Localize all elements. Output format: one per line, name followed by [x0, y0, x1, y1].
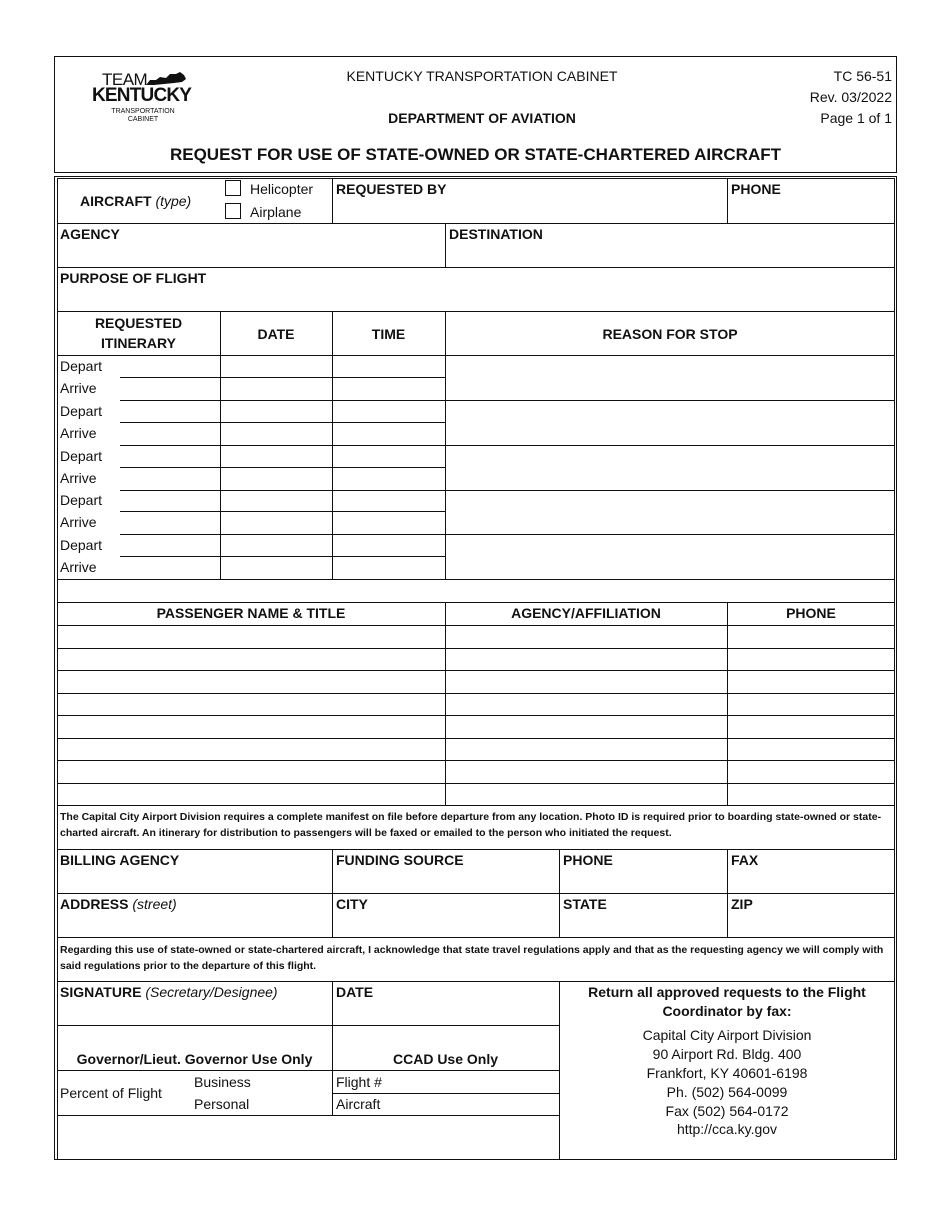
return-address-line3: Frankfort, KY 40601-6198 — [646, 1065, 808, 1081]
page-number: Page 1 of 1 — [820, 110, 892, 126]
form-title: REQUEST FOR USE OF STATE-OWNED OR STATE-CHARTERED AIRCRAFT — [169, 145, 782, 164]
passenger-name-field[interactable] — [58, 626, 444, 646]
helicopter-checkbox[interactable] — [225, 180, 241, 196]
passenger-agency-field[interactable] — [446, 649, 726, 669]
passenger-name-col-header: PASSENGER NAME & TITLE — [156, 605, 346, 621]
itinerary-date-field[interactable] — [221, 535, 331, 555]
purpose-field[interactable] — [58, 287, 894, 310]
itinerary-date-field[interactable] — [221, 356, 331, 376]
passenger-name-field[interactable] — [58, 739, 444, 759]
depart-location-field[interactable] — [120, 401, 219, 421]
reason-for-stop-field[interactable] — [446, 446, 894, 489]
passenger-name-field[interactable] — [58, 671, 444, 691]
zip-field[interactable] — [728, 913, 894, 936]
arrive-label: Arrive — [60, 425, 97, 441]
cabinet-name: KENTUCKY TRANSPORTATION CABINET — [346, 68, 618, 84]
passenger-agency-field[interactable] — [446, 626, 726, 646]
depart-label: Depart — [60, 403, 103, 419]
signature-label: SIGNATURE (Secretary/Designee) — [60, 984, 278, 1000]
ccad-aircraft-field[interactable] — [400, 1094, 558, 1114]
passenger-name-field[interactable] — [58, 784, 444, 804]
arrive-label: Arrive — [60, 470, 97, 486]
passenger-agency-field[interactable] — [446, 694, 726, 714]
depart-location-field[interactable] — [120, 356, 219, 376]
helicopter-label: Helicopter — [250, 181, 314, 197]
city-label: CITY — [336, 896, 368, 912]
airplane-checkbox[interactable] — [225, 203, 241, 219]
depart-label: Depart — [60, 537, 103, 553]
arrive-label: Arrive — [60, 380, 97, 396]
funding-source-field[interactable] — [333, 869, 558, 892]
passenger-phone-col-header: PHONE — [786, 605, 836, 621]
ccad-use-only-header: CCAD Use Only — [392, 1051, 499, 1067]
passenger-agency-field[interactable] — [446, 761, 726, 781]
reason-for-stop-field[interactable] — [446, 401, 894, 444]
passenger-name-field[interactable] — [58, 716, 444, 736]
logo-sub2-text: CABINET — [127, 116, 159, 123]
requested-by-field[interactable] — [333, 198, 727, 222]
passenger-phone-field[interactable] — [728, 694, 894, 714]
arrive-location-field[interactable] — [120, 512, 219, 532]
itinerary-time-field[interactable] — [333, 356, 444, 376]
passenger-phone-field[interactable] — [728, 626, 894, 646]
billing-phone-field[interactable] — [560, 869, 726, 892]
passenger-name-field[interactable] — [58, 761, 444, 781]
arrive-location-field[interactable] — [120, 423, 219, 443]
agency-label: AGENCY — [60, 226, 120, 242]
return-info-line2: Coordinator by fax: — [662, 1003, 792, 1019]
passenger-name-field[interactable] — [58, 649, 444, 669]
return-fax: Fax (502) 564-0172 — [665, 1103, 789, 1119]
passenger-phone-field[interactable] — [728, 761, 894, 781]
governor-use-only-header: Governor/Lieut. Governor Use Only — [76, 1051, 313, 1067]
personal-label: Personal — [194, 1096, 250, 1112]
passenger-agency-field[interactable] — [446, 716, 726, 736]
flight-number-label: Flight # — [336, 1074, 382, 1090]
personal-percent-field[interactable] — [262, 1094, 330, 1114]
logo-team-text: TEAM — [102, 70, 148, 89]
arrive-label: Arrive — [60, 514, 97, 530]
logo-sub1-text: TRANSPORTATION — [111, 108, 175, 115]
passenger-agency-field[interactable] — [446, 784, 726, 804]
zip-label: ZIP — [731, 896, 753, 912]
passenger-phone-field[interactable] — [728, 671, 894, 691]
passenger-phone-field[interactable] — [728, 716, 894, 736]
reason-for-stop-field[interactable] — [446, 490, 894, 533]
reason-for-stop-field[interactable] — [446, 535, 894, 578]
business-label: Business — [194, 1074, 251, 1090]
purpose-label: PURPOSE OF FLIGHT — [60, 270, 207, 286]
phone-label: PHONE — [731, 181, 781, 197]
business-percent-field[interactable] — [262, 1072, 330, 1092]
passenger-name-field[interactable] — [58, 694, 444, 714]
address-field[interactable] — [58, 913, 331, 936]
itinerary-time-field[interactable] — [333, 401, 444, 421]
depart-label: Depart — [60, 492, 103, 508]
ccad-aircraft-label: Aircraft — [336, 1096, 381, 1112]
depart-location-field[interactable] — [120, 490, 219, 510]
signature-date-label: DATE — [336, 984, 374, 1000]
aircraft-label: AIRCRAFT (type) — [80, 193, 192, 209]
percent-of-flight-label: Percent of Flight — [60, 1085, 162, 1101]
billing-phone-label: PHONE — [563, 852, 613, 868]
itinerary-date-field[interactable] — [221, 490, 331, 510]
billing-agency-label: BILLING AGENCY — [60, 852, 180, 868]
destination-label: DESTINATION — [449, 226, 543, 242]
city-field[interactable] — [333, 913, 558, 936]
agency-affiliation-col-header: AGENCY/AFFILIATION — [511, 605, 661, 621]
requested-by-label: REQUESTED BY — [336, 181, 447, 197]
flight-number-field[interactable] — [400, 1072, 558, 1092]
state-field[interactable] — [560, 913, 726, 936]
itinerary-col-header-2: ITINERARY — [101, 335, 176, 351]
itinerary-time-field[interactable] — [333, 490, 444, 510]
depart-label: Depart — [60, 358, 103, 374]
reason-for-stop-field[interactable] — [446, 356, 894, 399]
form-number: TC 56-51 — [833, 68, 892, 84]
team-kentucky-logo — [88, 68, 198, 124]
billing-fax-label: FAX — [731, 852, 759, 868]
arrive-location-field[interactable] — [120, 557, 219, 577]
airplane-label: Airplane — [250, 204, 302, 220]
arrive-location-field[interactable] — [120, 378, 219, 398]
destination-field[interactable] — [446, 243, 894, 266]
itinerary-col-header-1: REQUESTED — [94, 315, 183, 331]
state-label: STATE — [563, 896, 607, 912]
return-address-line1: Capital City Airport Division — [642, 1027, 812, 1043]
signature-field[interactable] — [58, 1001, 331, 1024]
passenger-agency-field[interactable] — [446, 739, 726, 759]
depart-label: Depart — [60, 448, 103, 464]
return-address-line2: 90 Airport Rd. Bldg. 400 — [652, 1046, 802, 1062]
arrive-location-field[interactable] — [120, 468, 219, 488]
funding-source-label: FUNDING SOURCE — [336, 852, 464, 868]
signature-date-field[interactable] — [333, 1001, 558, 1024]
manifest-note: The Capital City Airport Division requires a complete manifest on file before departure from any location. Photo ID is required prior to boarding state-owned or state-charted aircraft. An itinerary for distribution to passengers will be faxed or emailed to the person who initiated the request. — [60, 811, 882, 840]
depart-location-field[interactable] — [120, 446, 219, 466]
itinerary-date-field[interactable] — [221, 401, 331, 421]
return-website-link[interactable]: http://cca.ky.gov — [676, 1121, 778, 1137]
billing-agency-field[interactable] — [58, 869, 331, 892]
logo-kentucky-text: KENTUCKY — [92, 85, 192, 106]
itinerary-date-field[interactable] — [221, 446, 331, 466]
address-label: ADDRESS (street) — [60, 896, 177, 912]
itinerary-time-field[interactable] — [333, 446, 444, 466]
passenger-phone-field[interactable] — [728, 739, 894, 759]
return-info-line1: Return all approved requests to the Flight — [588, 984, 866, 1000]
arrive-label: Arrive — [60, 559, 97, 575]
return-phone: Ph. (502) 564-0099 — [666, 1084, 788, 1100]
agency-field[interactable] — [58, 243, 444, 266]
requester-phone-field[interactable] — [728, 198, 894, 222]
depart-location-field[interactable] — [120, 535, 219, 555]
time-col-header: TIME — [371, 326, 406, 342]
form-revision: Rev. 03/2022 — [809, 89, 892, 105]
passenger-phone-field[interactable] — [728, 649, 894, 669]
itinerary-time-field[interactable] — [333, 535, 444, 555]
department-name: DEPARTMENT OF AVIATION — [388, 110, 576, 126]
passenger-phone-field[interactable] — [728, 784, 894, 804]
date-col-header: DATE — [257, 326, 295, 342]
acknowledgement-note: Regarding this use of state-owned or state-chartered aircraft, I acknowledge that state travel regulations apply and that as the requesting agency we will comply with said regulations prior to the departure of this flight. — [60, 944, 884, 973]
passenger-agency-field[interactable] — [446, 671, 726, 691]
reason-col-header: REASON FOR STOP — [602, 326, 738, 342]
billing-fax-field[interactable] — [728, 869, 894, 892]
